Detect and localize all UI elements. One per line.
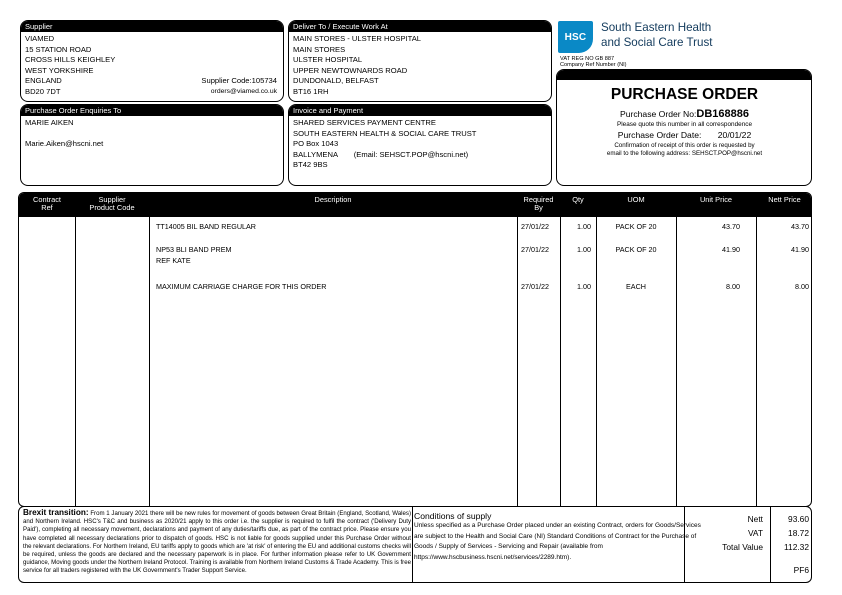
- row-unit-price: 43.70: [722, 222, 740, 231]
- col-header-qty: Qty: [572, 195, 584, 204]
- deliver-to-header: Deliver To / Execute Work At: [289, 21, 551, 32]
- invoice-header: Invoice and Payment: [289, 105, 551, 116]
- invoice-city: BALLYMENA: [293, 149, 338, 159]
- order-lines-table: [18, 192, 812, 507]
- hsc-logo-mark: HSC: [564, 31, 587, 43]
- row-unit-price: 8.00: [726, 282, 740, 291]
- row-qty: 1.00: [577, 245, 591, 254]
- col-header-description: Description: [314, 195, 352, 204]
- deliver-address-line: DUNDONALD, BELFAST: [293, 76, 379, 86]
- brexit-notice: [23, 509, 411, 576]
- col-header-supplier-code: Supplier Product Code: [89, 195, 135, 213]
- enquiries-header: Purchase Order Enquiries To: [21, 105, 283, 116]
- invoice-city-line: [293, 150, 547, 161]
- row-uom: EACH: [626, 282, 646, 291]
- invoice-email: (Email: SEHSCT.POP@hscni.net): [353, 149, 469, 159]
- page-title: PURCHASE ORDER: [610, 86, 759, 103]
- conditions-text: Unless specified as a Purchase Order placed under an existing Contract, orders for Goods/Services are subject to the Health and Social Care (NI) Standard Conditions of Contract for the Purchase of Goods / Supply of Services - Servicing and Repair (available from https://www.hscbusiness.hscni.net/services/2289.htm).: [414, 522, 701, 561]
- deliver-address-line: ULSTER HOSPITAL: [293, 55, 363, 65]
- nett-label: Nett: [747, 514, 763, 524]
- conditions-title: Conditions of supply: [414, 511, 492, 521]
- col-header-nett-price: Nett Price: [768, 195, 801, 204]
- vat-label: VAT: [747, 528, 763, 538]
- deliver-postcode: BT16 1RH: [293, 86, 329, 96]
- row-uom: PACK OF 20: [615, 245, 657, 254]
- col-header-contract: Contract Ref: [33, 195, 61, 213]
- row-required-by: 27/01/22: [521, 222, 549, 231]
- enquiries-name: MARIE AIKEN: [25, 118, 74, 127]
- row-nett-price: 41.90: [791, 245, 809, 254]
- supplier-email: orders@viamed.co.uk: [210, 88, 277, 95]
- row-description-note: REF KATE: [156, 256, 191, 265]
- po-number: DB168886: [696, 108, 749, 120]
- row-description: TT14005 BIL BAND REGULAR: [156, 222, 256, 231]
- po-date: 20/01/22: [717, 130, 752, 140]
- company-ref-line: Company Ref Number (NI): [560, 62, 627, 69]
- row-unit-price: 41.90: [722, 245, 740, 254]
- po-number-line: [558, 108, 811, 120]
- deliver-to-box: [288, 20, 552, 102]
- trust-name-line1: South Eastern Health: [601, 21, 712, 34]
- row-nett-price: 8.00: [795, 282, 809, 291]
- col-header-unit-price: Unit Price: [699, 195, 733, 204]
- brexit-title: Brexit transition:: [23, 508, 89, 517]
- column-divider: [596, 217, 597, 506]
- deliver-address-line: UPPER NEWTOWNARDS ROAD: [293, 65, 408, 75]
- invoice-address-line: SOUTH EASTERN HEALTH & SOCIAL CARE TRUST: [293, 128, 477, 138]
- col-header-uom: UOM: [627, 195, 645, 204]
- vat-reg-line: VAT REG NO GB 887: [560, 56, 615, 62]
- row-required-by: 27/01/22: [521, 245, 549, 254]
- invoice-box: [288, 104, 552, 186]
- trust-name: [601, 20, 712, 50]
- po-confirm-line1: Confirmation of receipt of this order is requested by: [614, 142, 755, 149]
- deliver-address-line: MAIN STORES: [293, 44, 346, 54]
- po-date-label: Purchase Order Date:: [617, 130, 702, 140]
- supplier-postcode: BD20 7DT: [25, 86, 61, 96]
- supplier-address-line: ENGLAND: [25, 76, 62, 86]
- invoice-address-line: PO Box 1043: [293, 139, 339, 149]
- col-header-required-by: Required By: [523, 195, 554, 213]
- column-divider: [560, 217, 561, 506]
- enquiries-box: [20, 104, 284, 186]
- brexit-text: From 1 January 2021 there will be new rules for movement of goods between Great Britain (England, Scotland, Wales) and Northern Ireland. HSC's T&C and business as 2020/21 apply to this order i.e. the supplier is required to fulfil the contract ('Delivery Duty Paid'), completing all necessary movement, declarations and payment of any duties/tariffs due, as part of the contract price. Please ensure you have completed all necessary declarations prior to dispatch of goods. HSC is not liable for goods supplied under this Purchase Order without the relevant declarations. For Northern Ireland, EU tariffs apply to goods which are 'at risk' of entering the EU and additional customs checks will be required, unless the goods are declared and the necessary paperwork is in place. For further information please refer to UK Government guidance, Moving goods under the Northern Ireland Protocol. Training is available from Northern Ireland Customs & Trade Academy. This is free service for all traders registered with the UK Government's Trader Support Service.: [23, 510, 412, 575]
- supplier-code-label: Supplier Code:: [201, 76, 252, 85]
- column-divider: [75, 217, 76, 506]
- row-description: NP53 BLI BAND PREM: [156, 245, 232, 254]
- vat-registration: [560, 56, 627, 69]
- footer-box: [18, 506, 812, 583]
- enquiries-email: Marie.Aiken@hscni.net: [25, 138, 104, 148]
- total-value: 112.32: [784, 542, 809, 552]
- supplier-box: [20, 20, 284, 102]
- column-divider: [756, 217, 757, 506]
- footer-divider: [412, 507, 413, 582]
- po-date-line: [558, 130, 811, 140]
- row-required-by: 27/01/22: [521, 282, 549, 291]
- column-divider: [676, 217, 677, 506]
- nett-value: 93.60: [788, 514, 809, 524]
- row-qty: 1.00: [577, 282, 591, 291]
- column-divider: [517, 217, 518, 506]
- supplier-address-line: 15 STATION ROAD: [25, 44, 92, 54]
- supplier-header: Supplier: [21, 21, 283, 32]
- po-quote-note: Please quote this number in all correspondence: [617, 121, 752, 128]
- deliver-address-line: MAIN STORES - ULSTER HOSPITAL: [293, 34, 421, 43]
- row-nett-price: 43.70: [791, 222, 809, 231]
- supplier-name: VIAMED: [25, 34, 55, 43]
- invoice-postcode: BT42 9BS: [293, 160, 328, 170]
- trust-name-line2: and Social Care Trust: [601, 36, 713, 49]
- supplier-code: 105734: [251, 76, 277, 85]
- supplier-address-line: WEST YORKSHIRE: [25, 65, 94, 75]
- conditions-of-supply: [414, 511, 704, 563]
- row-uom: PACK OF 20: [615, 222, 657, 231]
- hsc-logo-icon: [558, 21, 593, 53]
- po-number-label: Purchase Order No:: [619, 109, 697, 119]
- row-qty: 1.00: [577, 222, 591, 231]
- page-code: PF6: [793, 565, 809, 575]
- total-value-label: Total Value: [722, 542, 763, 552]
- supplier-code-line: [201, 76, 277, 85]
- supplier-address-line: CROSS HILLS KEIGHLEY: [25, 55, 116, 65]
- invoice-address-line: SHARED SERVICES PAYMENT CENTRE: [293, 118, 436, 127]
- row-description: MAXIMUM CARRIAGE CHARGE FOR THIS ORDER: [156, 282, 327, 291]
- vat-value: 18.72: [788, 528, 809, 538]
- column-divider: [149, 217, 150, 506]
- po-confirm-line2: email to the following address: SEHSCT.POP@hscni.net: [606, 150, 763, 157]
